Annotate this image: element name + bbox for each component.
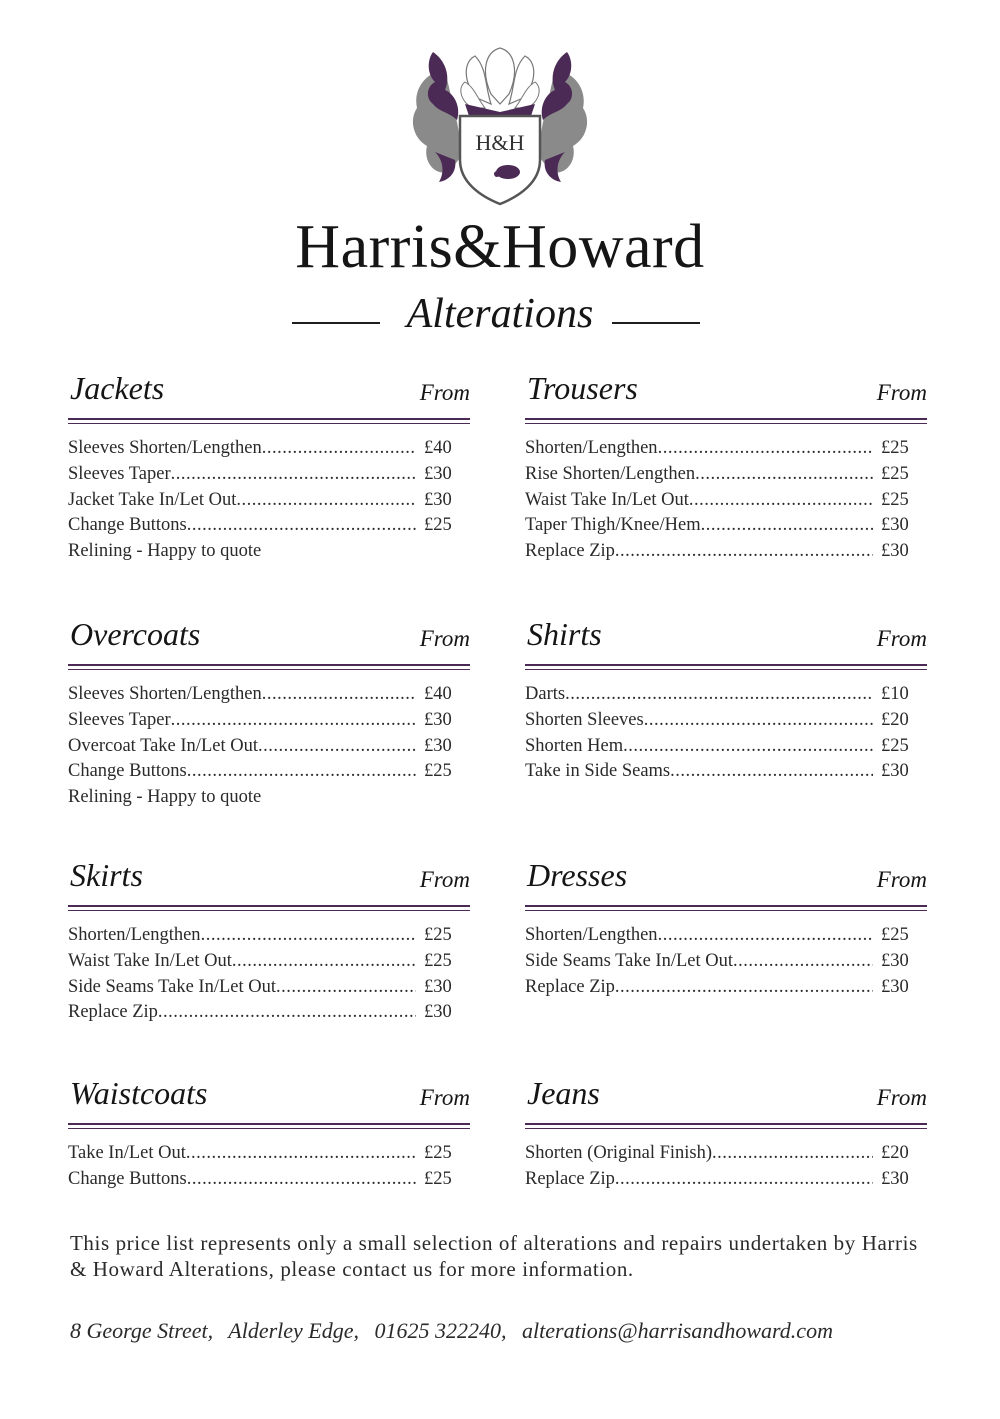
footer-info-text: This price list represents only a small selection of alterations and repairs undertaken by Harris & Howard Alterations, please contact us for more information.: [70, 1231, 918, 1281]
section-rule-thin: [68, 1128, 470, 1129]
section-rule: [525, 905, 927, 907]
item-name: Side Seams Take In/Let Out: [68, 976, 276, 997]
price-item: [525, 761, 927, 787]
section-items: [68, 925, 470, 1028]
dot-leader: [701, 515, 873, 536]
section-header: [525, 616, 927, 664]
section-from-label: From: [876, 867, 927, 892]
section-rule-thin: [525, 669, 927, 670]
section-note: Relining - Happy to quote: [68, 787, 262, 808]
price-item: [525, 710, 927, 736]
item-price: £20: [881, 709, 909, 730]
section-rule-thin: [68, 910, 470, 911]
section-from-label: From: [876, 380, 927, 405]
item-price: £25: [881, 925, 909, 945]
item-price: £30: [881, 1168, 909, 1189]
item-price: £25: [424, 950, 452, 971]
contact-address: 8 George Street,: [70, 1318, 214, 1343]
section-dresses: [525, 857, 927, 1002]
item-name: Shorten Hem: [525, 735, 624, 756]
item-name: Side Seams Take In/Let Out: [525, 950, 733, 971]
dot-leader: [171, 710, 416, 731]
dot-leader: [158, 1002, 416, 1023]
contact-line: [70, 1318, 950, 1344]
section-title: Shirts: [527, 616, 602, 652]
section-header: [68, 370, 470, 418]
contact-email[interactable]: alterations@harrisandhoward.com: [522, 1318, 833, 1343]
section-rule: [68, 418, 470, 420]
item-name: Overcoat Take In/Let Out: [68, 735, 258, 756]
price-item: [68, 490, 470, 516]
brand-name: Harris&Howard: [295, 213, 705, 281]
item-name: Change Buttons: [68, 761, 187, 782]
item-name: Replace Zip: [525, 976, 615, 997]
dot-leader: [644, 710, 873, 731]
section-title: Skirts: [70, 857, 143, 893]
item-price: £25: [424, 1143, 452, 1163]
dot-leader: [712, 1143, 873, 1164]
section-rule: [525, 418, 927, 420]
section-rule-thin: [68, 423, 470, 424]
item-name: Replace Zip: [68, 1002, 158, 1023]
dot-leader: [262, 438, 416, 459]
item-name: Change Buttons: [68, 1168, 187, 1189]
price-item: [525, 515, 927, 541]
price-item: [68, 951, 470, 977]
dot-leader: [695, 464, 873, 485]
item-price: £30: [881, 950, 909, 971]
item-price: £30: [424, 463, 452, 484]
contact-town: Alderley Edge,: [228, 1318, 360, 1343]
item-price: £10: [881, 684, 909, 704]
item-price: £25: [424, 515, 452, 536]
item-name: Shorten (Original Finish): [525, 1143, 713, 1163]
item-price: £30: [881, 541, 909, 562]
section-skirts: [68, 857, 470, 1028]
price-item: [68, 1143, 470, 1169]
section-header: [525, 1075, 927, 1123]
dot-leader: [171, 464, 416, 485]
section-header: [525, 857, 927, 905]
item-name: Taper Thigh/Knee/Hem: [525, 515, 701, 536]
dot-leader: [623, 736, 873, 757]
dot-leader: [658, 925, 873, 946]
dot-leader: [615, 541, 873, 562]
section-header: [525, 370, 927, 418]
item-name: Shorten Sleeves: [525, 709, 644, 730]
item-name: Change Buttons: [68, 515, 187, 536]
dot-leader: [187, 1169, 416, 1190]
section-from-label: From: [419, 626, 470, 651]
price-item: [68, 1002, 470, 1028]
item-price: £25: [881, 489, 909, 510]
section-trousers: [525, 370, 927, 567]
item-price: £30: [424, 735, 452, 756]
price-item: [68, 684, 470, 710]
crest-logo-icon: [405, 42, 595, 210]
section-rule: [68, 1123, 470, 1125]
price-item: [525, 736, 927, 762]
dot-leader: [236, 490, 416, 511]
section-header: [68, 857, 470, 905]
dot-leader: [187, 515, 416, 536]
dot-leader: [258, 736, 416, 757]
item-name: Shorten/Lengthen: [525, 925, 658, 945]
price-item: [525, 541, 927, 567]
section-from-label: From: [419, 380, 470, 405]
item-price: £25: [881, 438, 909, 458]
subtitle-line-right: [612, 322, 700, 324]
item-price: £30: [881, 515, 909, 536]
price-item: [68, 1169, 470, 1195]
section-title: Waistcoats: [70, 1075, 208, 1111]
section-rule-thin: [525, 423, 927, 424]
section-title: Jackets: [70, 370, 165, 406]
item-price: £30: [424, 1002, 452, 1023]
item-name: Shorten/Lengthen: [68, 925, 201, 945]
price-item: [68, 464, 470, 490]
item-price: £25: [881, 463, 909, 484]
price-item: [525, 1169, 927, 1195]
section-title: Jeans: [527, 1075, 600, 1111]
item-price: £25: [424, 761, 452, 782]
crest-monogram: H&H: [475, 130, 525, 155]
item-name: Sleeves Shorten/Lengthen: [68, 438, 262, 458]
section-jackets: [68, 370, 470, 567]
dot-leader: [565, 684, 873, 705]
item-name: Shorten/Lengthen: [525, 438, 658, 458]
price-item: [68, 736, 470, 762]
section-items: [68, 684, 470, 813]
subtitle: Alterations: [406, 291, 594, 337]
price-item: [525, 977, 927, 1003]
section-from-label: From: [876, 626, 927, 651]
price-item: [525, 1143, 927, 1169]
price-item: [68, 761, 470, 787]
section-from-label: From: [419, 867, 470, 892]
section-items: [68, 438, 470, 567]
item-name: Take in Side Seams: [525, 761, 671, 782]
subtitle-row: [0, 290, 1000, 338]
item-name: Take In/Let Out: [68, 1143, 186, 1163]
price-item: [68, 977, 470, 1003]
section-rule: [68, 905, 470, 907]
dot-leader: [276, 977, 416, 998]
section-rule-thin: [525, 910, 927, 911]
dot-leader: [658, 438, 873, 459]
item-price: £40: [424, 438, 452, 458]
item-name: Darts: [525, 684, 566, 704]
section-rule: [68, 664, 470, 666]
dot-leader: [201, 925, 416, 946]
dot-leader: [615, 1169, 873, 1190]
section-title: Trousers: [527, 370, 638, 406]
section-header: [68, 616, 470, 664]
item-name: Jacket Take In/Let Out: [68, 489, 237, 510]
item-name: Rise Shorten/Lengthen: [525, 463, 696, 484]
price-item: [68, 438, 470, 464]
price-item: [525, 684, 927, 710]
item-price: £30: [881, 761, 909, 782]
price-item: [525, 490, 927, 516]
dot-leader: [689, 490, 873, 511]
section-waistcoats: [68, 1075, 470, 1195]
dot-leader: [187, 761, 416, 782]
section-items: [68, 1143, 470, 1195]
item-name: Replace Zip: [525, 1168, 615, 1189]
dot-leader: [733, 951, 873, 972]
section-rule: [525, 664, 927, 666]
item-price: £25: [881, 735, 909, 756]
item-name: Sleeves Taper: [68, 463, 171, 484]
subtitle-line-left: [292, 322, 380, 324]
contact-phone[interactable]: 01625 322240,: [374, 1318, 507, 1343]
price-item: [525, 925, 927, 951]
item-price: £30: [424, 709, 452, 730]
section-rule: [525, 1123, 927, 1125]
item-name: Waist Take In/Let Out: [68, 950, 232, 971]
section-header: [68, 1075, 470, 1123]
price-item: [525, 438, 927, 464]
dot-leader: [615, 977, 873, 998]
section-rule-thin: [525, 1128, 927, 1129]
dot-leader: [232, 951, 416, 972]
section-overcoats: [68, 616, 470, 813]
dot-leader: [186, 1143, 416, 1164]
section-note: Relining - Happy to quote: [68, 541, 262, 562]
dot-leader: [262, 684, 416, 705]
item-price: £30: [424, 976, 452, 997]
price-item: [68, 515, 470, 541]
section-items: [525, 438, 927, 567]
item-name: Replace Zip: [525, 541, 615, 562]
item-price: £25: [424, 925, 452, 945]
price-item: [68, 925, 470, 951]
item-price: £30: [424, 489, 452, 510]
item-name: Sleeves Shorten/Lengthen: [68, 684, 262, 704]
section-items: [525, 684, 927, 787]
section-jeans: [525, 1075, 927, 1195]
item-price: £40: [424, 684, 452, 704]
section-title: Overcoats: [70, 616, 201, 652]
section-from-label: From: [876, 1085, 927, 1110]
section-rule-thin: [68, 669, 470, 670]
section-shirts: [525, 616, 927, 787]
item-name: Waist Take In/Let Out: [525, 489, 689, 510]
item-name: Sleeves Taper: [68, 709, 171, 730]
section-title: Dresses: [527, 857, 628, 893]
item-price: £30: [881, 976, 909, 997]
price-item: [525, 951, 927, 977]
item-price: £25: [424, 1168, 452, 1189]
item-price: £20: [881, 1143, 909, 1163]
dot-leader: [670, 761, 873, 782]
section-items: [525, 925, 927, 1002]
section-items: [525, 1143, 927, 1195]
price-item: [525, 464, 927, 490]
price-item: [68, 710, 470, 736]
section-from-label: From: [419, 1085, 470, 1110]
